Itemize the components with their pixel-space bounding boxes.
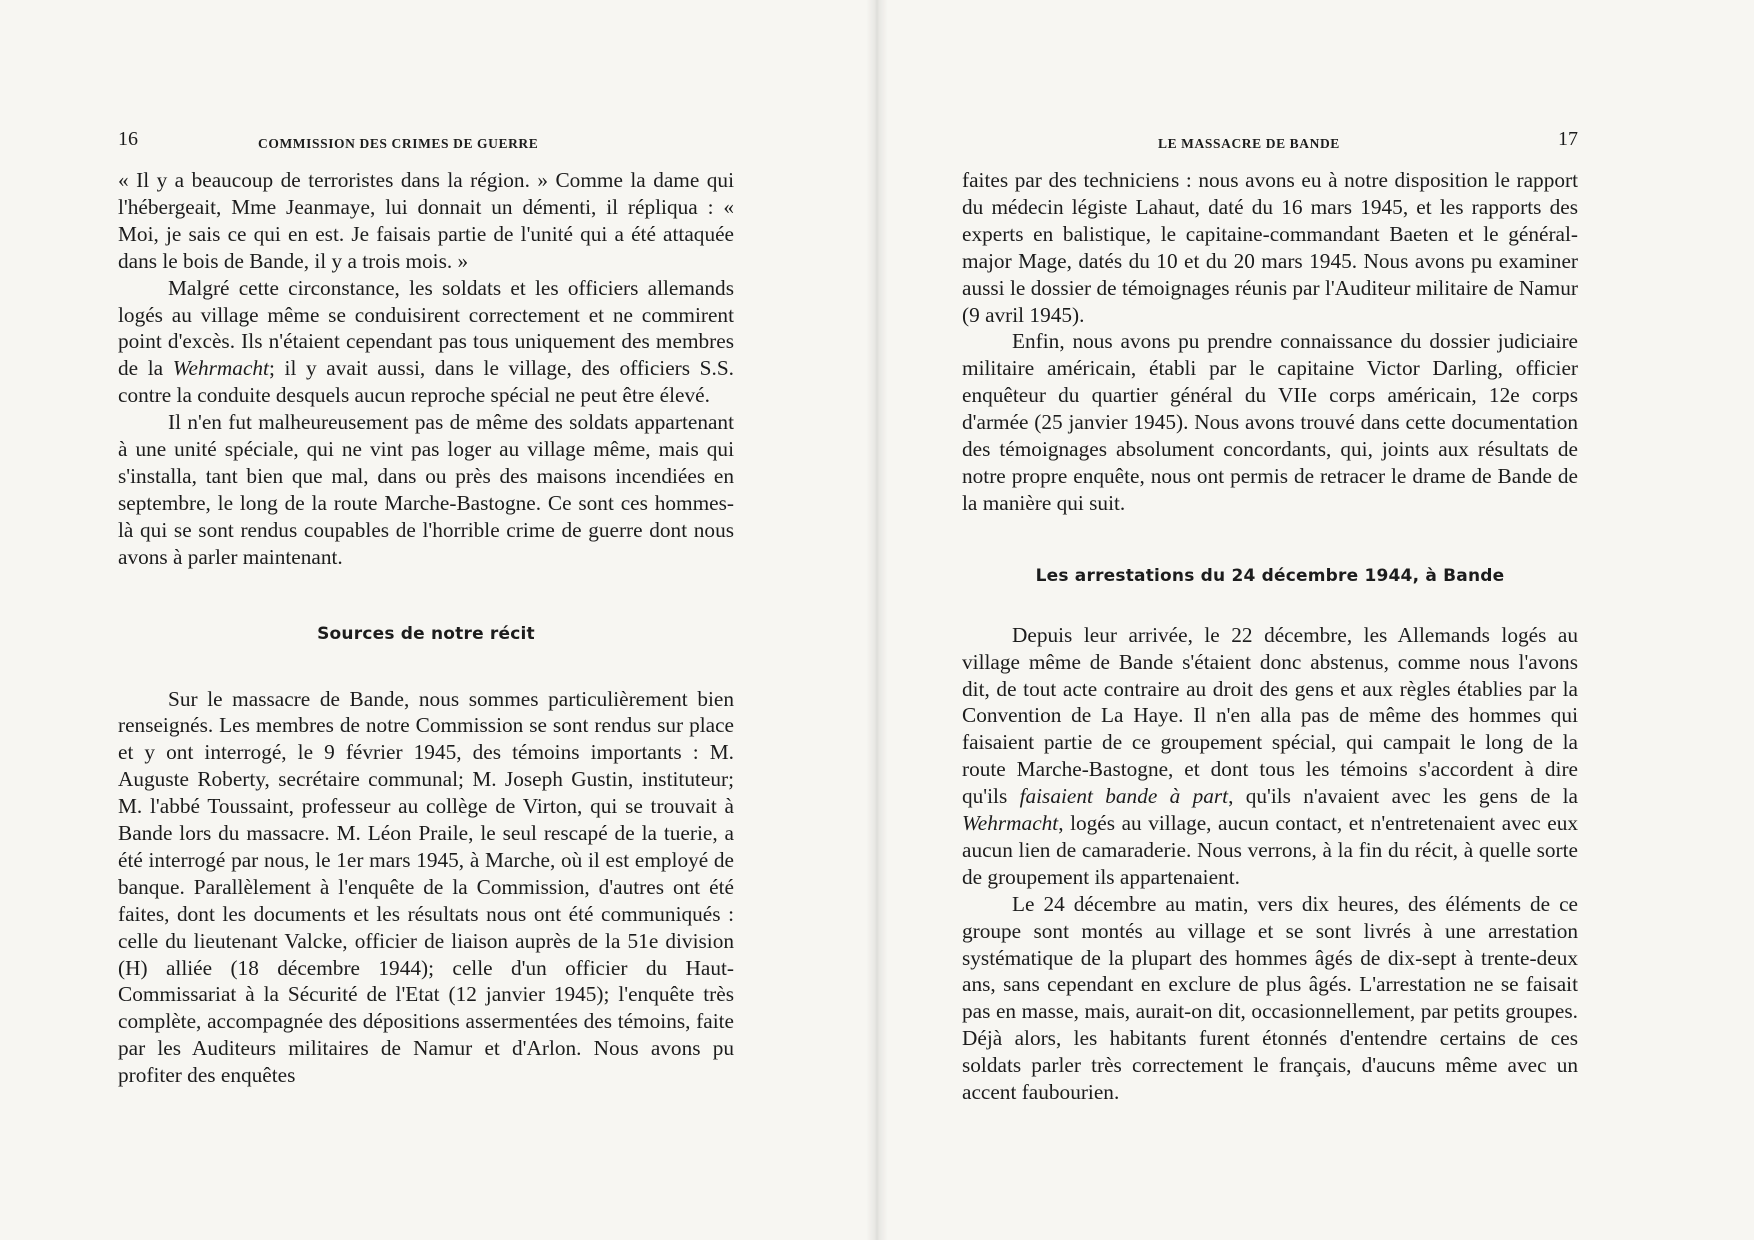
- right-body-text: [962, 167, 1578, 1106]
- right-running-head: [962, 128, 1578, 156]
- paragraph-text: Malgré cette circonstance, les soldats et les officiers allemands logés au village même se conduisirent correctement et ne commirent point d'excès. Ils n'étaient cependant pas tous uniquement des membres de la: [118, 275, 734, 381]
- right-page: [962, 0, 1578, 1240]
- left-page: [118, 0, 734, 1240]
- running-head-title-right: LE MASSACRE DE BANDE: [1158, 136, 1340, 151]
- book-gutter: [866, 0, 888, 1240]
- paragraph-text: ; il y avait aussi, dans le village, des officiers S.S. contre la conduite desquels aucun reproche spécial ne peut être élevé.: [118, 356, 734, 408]
- paragraph-text: , qu'ils n'avaient avec les gens de la: [1228, 784, 1578, 809]
- italic-term: Wehrmacht: [962, 811, 1059, 836]
- page-number-right: 17: [1558, 128, 1578, 150]
- page-number-left: 16: [118, 128, 138, 150]
- left-running-head: [118, 128, 734, 156]
- paragraph: faites par des techniciens : nous avons eu à notre disposition le rapport du médecin légiste Lahaut, daté du 16 mars 1945, et les rapports des experts en balistique, le capitaine-commandant Baeten et le général-major Mage, datés du 10 et du 20 mars 1945. Nous avons pu examiner aussi le dossier de témoignages réunis par l'Auditeur militaire de Namur (9 avril 1945).: [962, 168, 1578, 327]
- paragraph: Le 24 décembre au matin, vers dix heures, des éléments de ce groupe sont montés au village et se sont livrés à une arrestation systématique de la plupart des hommes âgés de dix-sept à trente-deux ans, sans cependant en exclure de plus âgés. L'arrestation ne se faisait pas en masse, mais, aurait-on dit, occasionnellement, par petits groupes. Déjà alors, les habitants furent étonnés d'entendre certains de ces soldats parler très correctement le français, d'aucuns même avec un accent faubourien.: [962, 891, 1578, 1105]
- paragraph-text: , logés au village, aucun contact, et n'entretenaient avec eux aucun lien de camaraderie. Nous verrons, à la fin du récit, à quelle sorte de groupement ils appartenaient.: [962, 811, 1578, 889]
- paragraph: [118, 275, 734, 410]
- section-heading-right: Les arrestations du 24 décembre 1944, à Bande: [1035, 565, 1505, 586]
- paragraph: Enfin, nous avons pu prendre connaissance du dossier judiciaire militaire américain, établi par le capitaine Victor Darling, officier enquêteur du quartier général du VIIe corps américain, 12e corps d'armée (25 janvier 1945). Nous avons trouvé dans cette documentation des témoignages absolument concordants, qui, joints aux résultats de notre propre enquête, nous ont permis de retracer le drame de Bande de la manière qui suit.: [962, 329, 1578, 515]
- section-heading-left: Sources de notre récit: [317, 623, 535, 644]
- paragraph: Il n'en fut malheureusement pas de même des soldats appartenant à une unité spéciale, qui ne vint pas loger au village même, mais qui s'installa, tant bien que mal, dans ou près des maisons incendiées en septembre, le long de la route Marche-Bastogne. Ce sont ces hommes-là qui se sont rendus coupables de l'horrible crime de guerre dont nous avons à parler maintenant.: [118, 410, 734, 569]
- paragraph-text: Depuis leur arrivée, le 22 décembre, les Allemands logés au village même de Bande s'étaient donc abstenus, comme nous l'avons dit, de tout acte contraire au droit des gens et aux règles établies par la Convention de La Haye. Il n'en alla pas de même des hommes qui faisaient partie de ce groupement spécial, qui campait le long de la route Marche-Bastogne, et dont tous les témoins s'accordent à dire qu'ils: [962, 622, 1578, 809]
- left-body-text: [118, 167, 734, 1089]
- paragraph: « Il y a beaucoup de terroristes dans la région. » Comme la dame qui l'hébergeait, Mme Jeanmaye, lui donnait un démenti, il répliqua : « Moi, je sais ce qui en est. Je faisais partie de l'unité qui a été attaquée dans le bois de Bande, il y a trois mois. »: [118, 168, 734, 273]
- paragraph: [962, 622, 1578, 891]
- italic-phrase: faisaient bande à part: [1019, 784, 1229, 809]
- italic-term: Wehrmacht: [172, 356, 269, 381]
- paragraph: Sur le massacre de Bande, nous sommes particulièrement bien renseignés. Les membres de notre Commission se sont rendus sur place et y ont interrogé, le 9 février 1945, des témoins importants : M. Auguste Roberty, secrétaire communal; M. Joseph Gustin, instituteur; M. l'abbé Toussaint, professeur au collège de Virton, qui se trouvait à Bande lors du massacre. M. Léon Praile, le seul rescapé de la tuerie, a été interrogé par nous, le 1er mars 1945, à Marche, où il est employé de banque. Parallèlement à l'enquête de la Commission, d'autres ont été faites, dont les documents et les résultats nous ont été communiqués : celle du lieutenant Valcke, officier de liaison auprès de la 51e division (H) alliée (18 décembre 1944); celle d'un officier du Haut-Commissariat à la Sécurité de l'Etat (12 janvier 1945); l'enquête très complète, accompagnée des dépositions assermentées des témoins, faite par les Auditeurs militaires de Namur et d'Arlon. Nous avons pu profiter des enquêtes: [118, 686, 734, 1088]
- running-head-title-left: COMMISSION DES CRIMES DE GUERRE: [258, 136, 539, 151]
